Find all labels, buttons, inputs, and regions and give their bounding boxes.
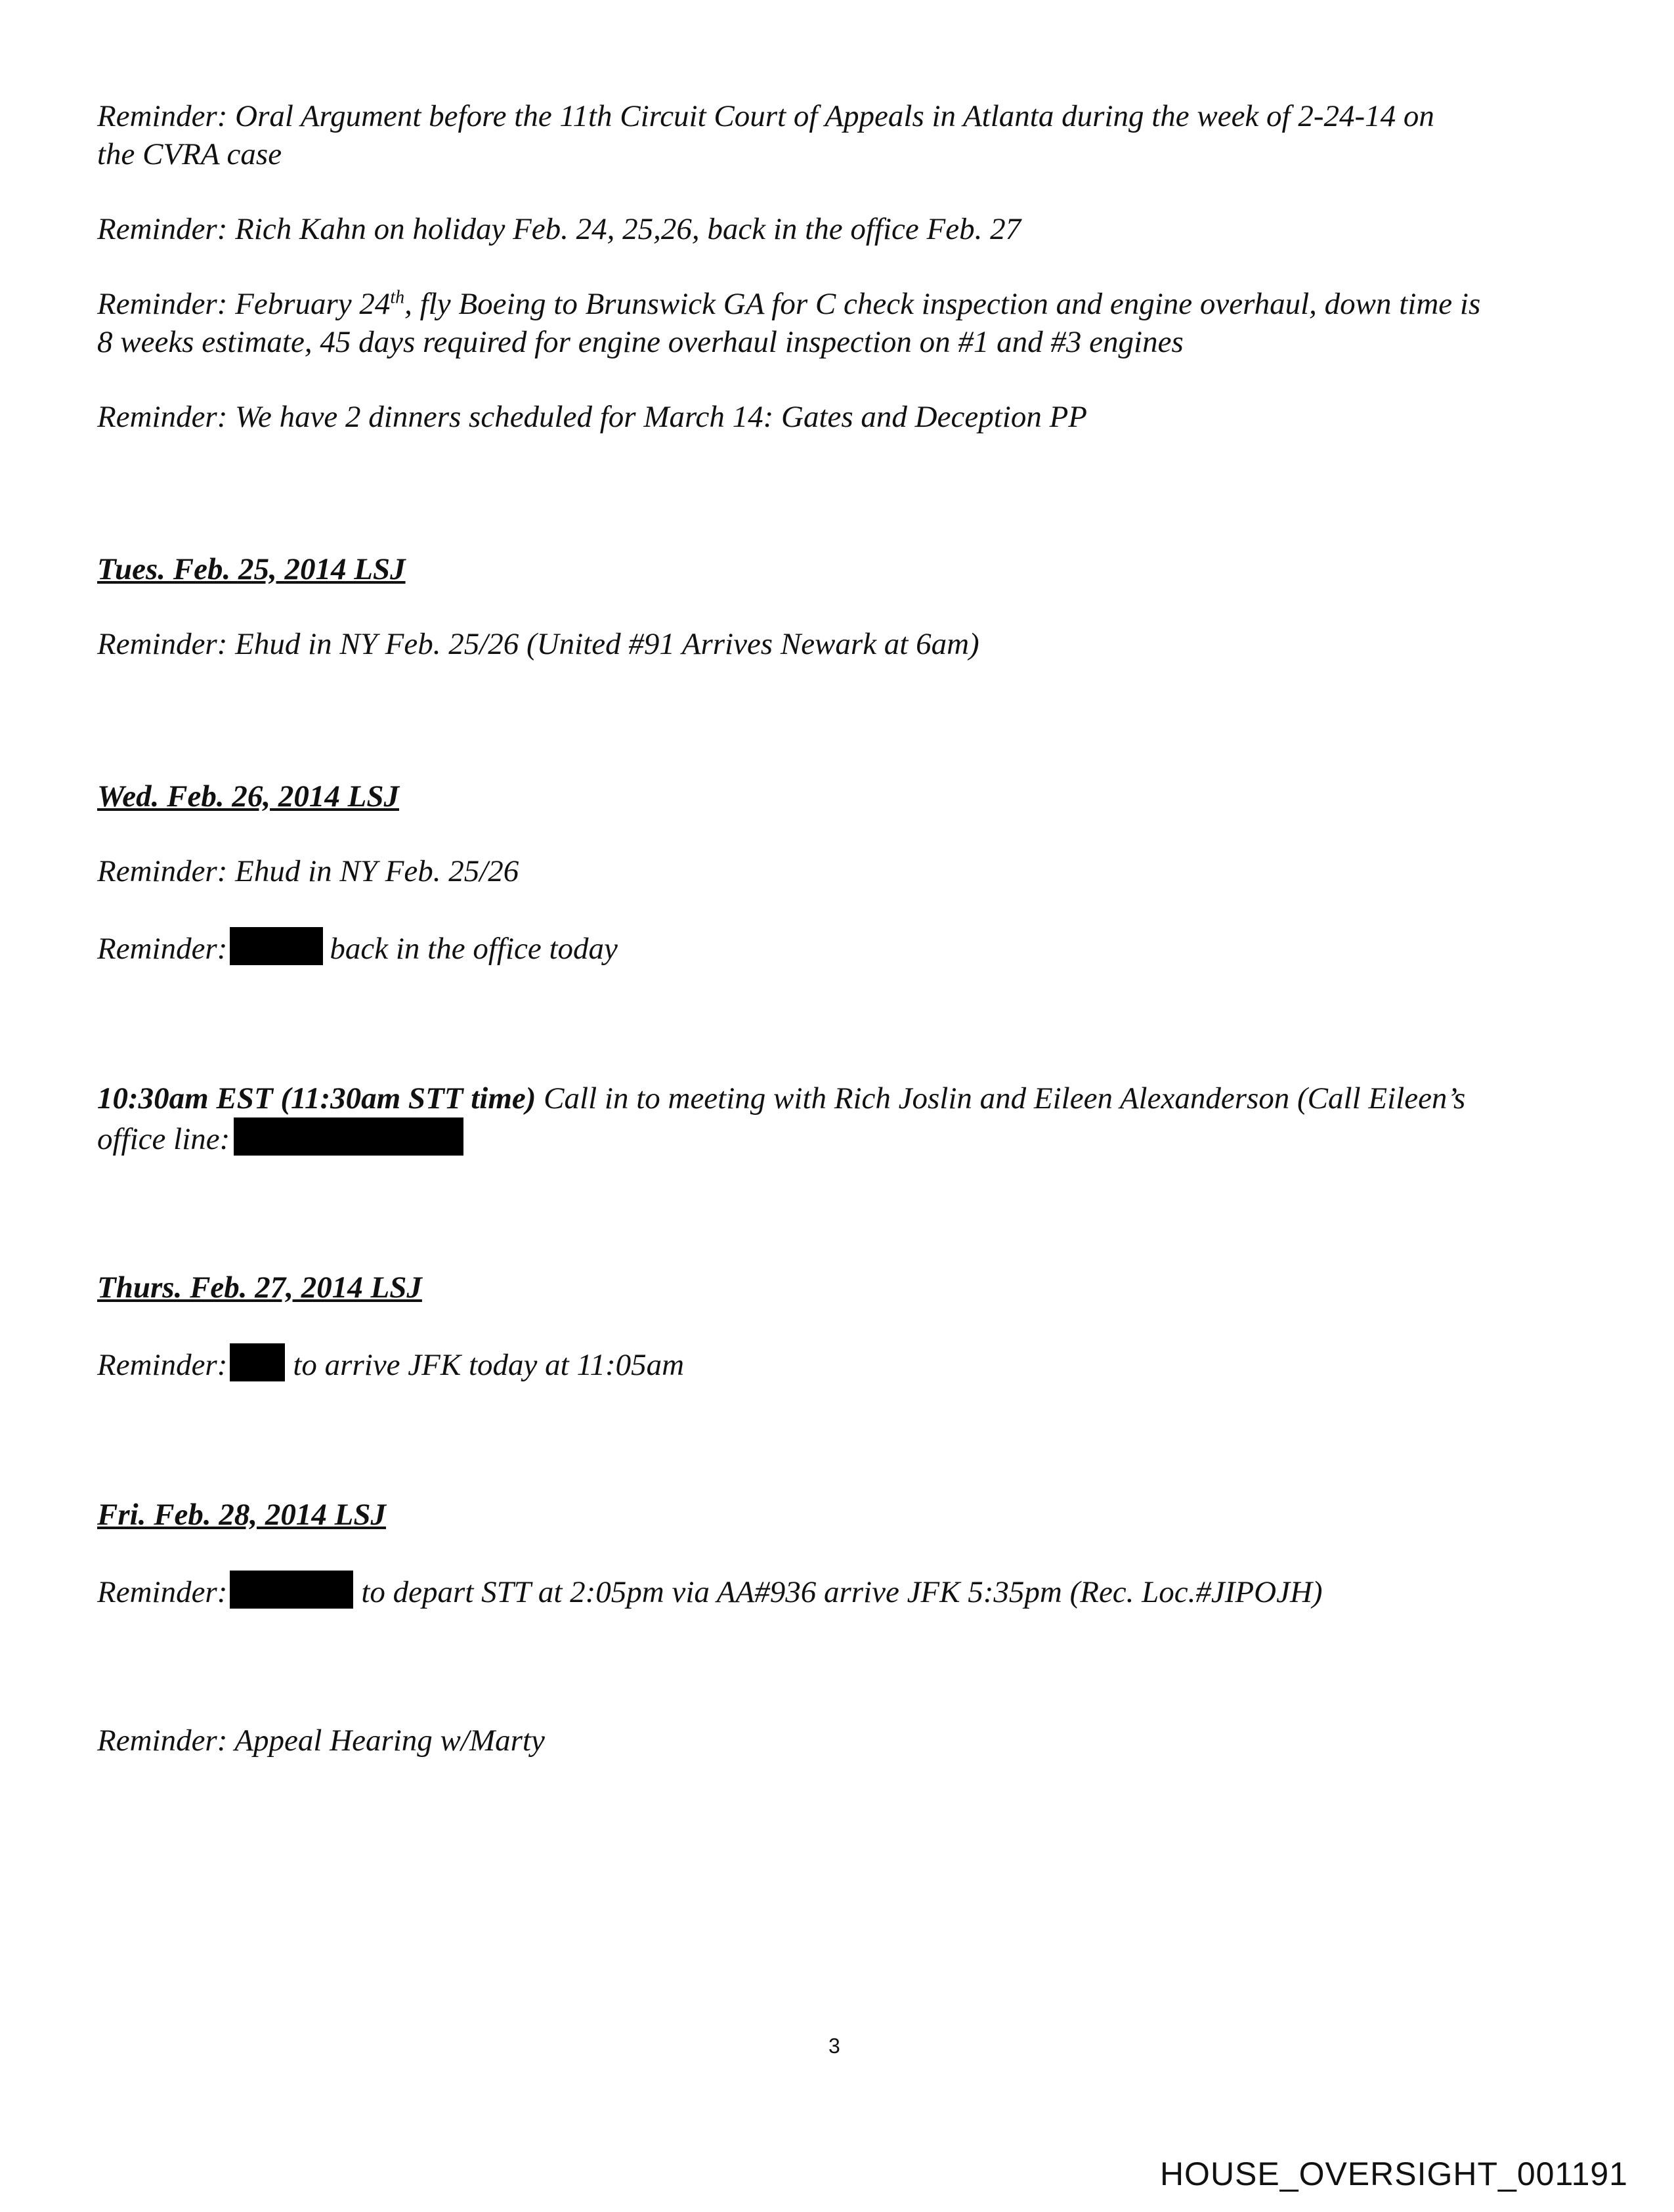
heading-tuesday: Tues. Feb. 25, 2014 LSJ — [97, 552, 406, 586]
heading-friday: Fri. Feb. 28, 2014 LSJ — [97, 1498, 387, 1532]
reminder-suffix: back in the office today — [330, 932, 618, 966]
reminder-suffix: to depart STT at 2:05pm via AA#936 arrive JFK 5:35pm (Rec. Loc.#JIPOJH) — [361, 1575, 1323, 1609]
reminder-oral-argument-line1: Reminder: Oral Argument before the 11th Circuit Court of Appeals in Atlanta during the week of 2-24-14 on — [97, 99, 1434, 133]
call-meeting-line2 — [97, 1117, 463, 1158]
redaction-box — [230, 1571, 353, 1609]
page-number: 3 — [828, 2034, 840, 2058]
reminder-ehud-ny: Reminder: Ehud in NY Feb. 25/26 — [97, 854, 519, 888]
reminder-prefix: Reminder: — [97, 1575, 228, 1609]
reminder-dinners: Reminder: We have 2 dinners scheduled for March 14: Gates and Deception PP — [97, 400, 1087, 434]
redaction-box — [234, 1117, 463, 1156]
reminder-suffix: to arrive JFK today at 11:05am — [293, 1348, 685, 1382]
reminder-appeal-hearing: Reminder: Appeal Hearing w/Marty — [97, 1724, 545, 1758]
reminder-back-in-office — [97, 927, 618, 968]
reminder-boeing-line2: 8 weeks estimate, 45 days required for engine overhaul inspection on #1 and #3 engines — [97, 325, 1184, 359]
call-time: 10:30am EST (11:30am STT time) — [97, 1081, 536, 1116]
reminder-oral-argument-line2: the CVRA case — [97, 137, 282, 171]
reminder-depart-stt — [97, 1571, 1323, 1611]
call-text: Call in to meeting with Rich Joslin and Eileen Alexanderson (Call Eileen’s — [536, 1081, 1466, 1116]
redaction-box — [230, 1343, 285, 1381]
office-line-label: office line: — [97, 1122, 230, 1156]
reminder-boeing-text-a: Reminder: February 24 — [97, 287, 391, 321]
bates-number: HOUSE_OVERSIGHT_001191 — [1159, 2156, 1628, 2192]
heading-wednesday: Wed. Feb. 26, 2014 LSJ — [97, 779, 399, 813]
reminder-prefix: Reminder: — [97, 932, 228, 966]
call-meeting-line1 — [97, 1079, 1465, 1117]
ordinal-suffix: th — [390, 287, 405, 308]
reminder-ehud-united: Reminder: Ehud in NY Feb. 25/26 (United #91 Arrives Newark at 6am) — [97, 627, 979, 661]
reminder-rich-kahn: Reminder: Rich Kahn on holiday Feb. 24, 25,26, back in the office Feb. 27 — [97, 212, 1021, 246]
reminder-boeing-line1 — [97, 285, 1480, 323]
reminder-arrive-jfk — [97, 1343, 684, 1384]
redaction-box — [230, 927, 323, 965]
reminder-prefix: Reminder: — [97, 1348, 228, 1382]
heading-thursday: Thurs. Feb. 27, 2014 LSJ — [97, 1270, 422, 1305]
reminder-boeing-text-b: , fly Boeing to Brunswick GA for C check inspection and engine overhaul, down time is — [404, 287, 1481, 321]
